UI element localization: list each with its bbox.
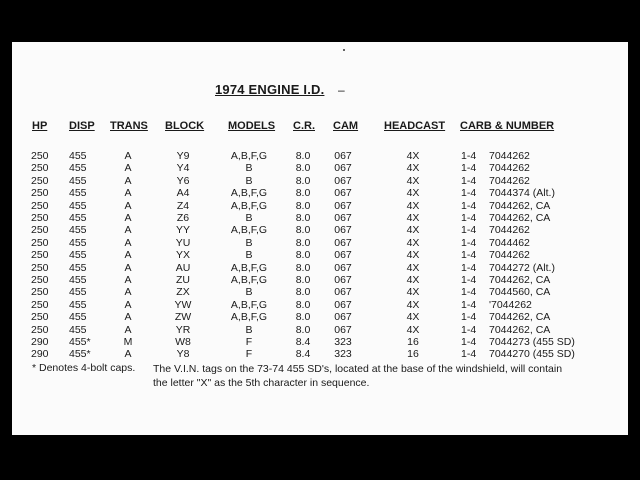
cell-carb2: 7044270 (455 SD) <box>489 348 575 361</box>
cell-trans: A <box>124 224 132 237</box>
cell-hp: 250 <box>31 274 49 286</box>
cell-models: A,B,F,G <box>230 150 268 162</box>
cell-headcast: 4X <box>406 212 420 224</box>
cell-hp: 250 <box>31 261 49 274</box>
cell-cr: 8.0 <box>295 274 311 286</box>
cell-cam: 067 <box>334 249 352 262</box>
cell-disp: 455 <box>69 162 87 175</box>
cell-headcast: 4X <box>406 174 420 187</box>
cell-hp: 250 <box>31 187 49 200</box>
cell-disp: 455 <box>69 174 87 187</box>
header-trans: TRANS <box>110 120 148 132</box>
cell-carb1: 1-4 <box>461 224 477 237</box>
cell-headcast: 16 <box>407 336 419 348</box>
cell-models: B <box>245 249 253 262</box>
cell-headcast: 4X <box>406 261 420 274</box>
cell-trans: A <box>124 162 132 175</box>
cell-cam: 067 <box>334 150 352 162</box>
cell-block: YY <box>175 224 191 237</box>
cell-cr: 8.0 <box>295 236 311 249</box>
cell-cam: 067 <box>334 286 352 299</box>
table-row <box>12 200 628 212</box>
cell-carb2: 7044262, CA <box>489 274 551 286</box>
cell-headcast: 4X <box>406 199 420 212</box>
table-row <box>12 224 628 236</box>
cell-carb1: 1-4 <box>461 212 477 224</box>
cell-models: A,B,F,G <box>230 199 268 212</box>
cell-cr: 8.0 <box>295 298 311 311</box>
cell-cr: 8.0 <box>295 261 311 274</box>
cell-carb1: 1-4 <box>461 199 477 212</box>
cell-hp: 290 <box>31 348 49 361</box>
cell-disp: 455 <box>69 323 87 336</box>
cell-disp: 455 <box>69 199 87 212</box>
header-block: BLOCK <box>165 120 205 132</box>
cell-block: AU <box>175 261 191 274</box>
cell-block: Y9 <box>176 150 190 162</box>
cell-carb1: 1-4 <box>461 187 477 200</box>
cell-cr: 8.0 <box>295 311 311 324</box>
document-title: 1974 ENGINE I.D. <box>215 82 325 97</box>
cell-trans: A <box>124 323 132 336</box>
table-row <box>12 162 628 174</box>
cell-trans: A <box>124 286 132 299</box>
cell-cam: 067 <box>334 323 352 336</box>
cell-cam: 323 <box>334 336 352 348</box>
cell-disp: 455 <box>69 187 87 200</box>
cell-cam: 323 <box>334 348 352 361</box>
cell-cam: 067 <box>334 261 352 274</box>
table-row <box>12 237 628 249</box>
cell-hp: 250 <box>31 286 49 299</box>
cell-trans: A <box>124 212 132 224</box>
footnote: * Denotes 4-bolt caps. <box>32 362 136 374</box>
cell-models: A,B,F,G <box>230 187 268 200</box>
cell-disp: 455 <box>69 212 87 224</box>
cell-carb2: 7044262 <box>489 249 530 262</box>
cell-hp: 250 <box>31 236 49 249</box>
dust-speck <box>343 49 345 51</box>
cell-disp: 455* <box>69 348 91 361</box>
header-models: MODELS <box>228 120 276 132</box>
cell-carb2: 7044262 <box>489 174 530 187</box>
table-row <box>12 212 628 224</box>
cell-hp: 250 <box>31 199 49 212</box>
cell-block: Z4 <box>176 199 190 212</box>
cell-carb1: 1-4 <box>461 348 477 361</box>
cell-block: Y6 <box>176 174 190 187</box>
cell-trans: A <box>124 187 132 200</box>
cell-trans: A <box>124 274 132 286</box>
table-row <box>12 324 628 336</box>
cell-carb2: 7044262, CA <box>489 323 551 336</box>
cell-hp: 250 <box>31 311 49 324</box>
cell-cr: 8.0 <box>295 249 311 262</box>
cell-headcast: 4X <box>406 323 420 336</box>
cell-block: W8 <box>175 336 191 348</box>
cell-cr: 8.0 <box>295 323 311 336</box>
cell-disp: 455 <box>69 274 87 286</box>
cell-models: A,B,F,G <box>230 311 268 324</box>
cell-cr: 8.0 <box>295 212 311 224</box>
cell-trans: A <box>124 298 132 311</box>
cell-disp: 455 <box>69 311 87 324</box>
cell-cam: 067 <box>334 199 352 212</box>
cell-headcast: 4X <box>406 286 420 299</box>
cell-carb1: 1-4 <box>461 261 477 274</box>
cell-cr: 8.0 <box>295 174 311 187</box>
cell-hp: 250 <box>31 298 49 311</box>
cell-headcast: 16 <box>407 348 419 361</box>
table-row <box>12 175 628 187</box>
cell-trans: A <box>124 249 132 262</box>
cell-carb2: 7044262, CA <box>489 311 551 324</box>
cell-carb1: 1-4 <box>461 174 477 187</box>
vin-note: The V.I.N. tags on the 73-74 455 SD's, located at the base of the windshield, will contain the letter "X" as the 5th character in sequence. <box>153 363 563 389</box>
cell-trans: A <box>124 174 132 187</box>
cell-block: ZX <box>176 286 190 299</box>
cell-carb1: 1-4 <box>461 311 477 324</box>
cell-block: YW <box>174 298 192 311</box>
cell-models: B <box>245 286 253 299</box>
table-row <box>12 299 628 311</box>
cell-cam: 067 <box>334 298 352 311</box>
cell-carb2: 7044262 <box>489 150 530 162</box>
cell-cam: 067 <box>334 224 352 237</box>
table-row <box>12 348 628 360</box>
cell-models: A,B,F,G <box>230 224 268 237</box>
header-disp: DISP <box>69 120 95 132</box>
cell-headcast: 4X <box>406 274 420 286</box>
cell-hp: 250 <box>31 150 49 162</box>
cell-carb2: 7044462 <box>489 236 530 249</box>
cell-carb1: 1-4 <box>461 236 477 249</box>
cell-hp: 250 <box>31 224 49 237</box>
cell-carb2: 7044374 (Alt.) <box>489 187 555 200</box>
cell-models: B <box>245 236 253 249</box>
cell-cam: 067 <box>334 236 352 249</box>
table-row <box>12 150 628 162</box>
cell-hp: 250 <box>31 174 49 187</box>
cell-trans: A <box>124 311 132 324</box>
cell-hp: 250 <box>31 162 49 175</box>
cell-models: A,B,F,G <box>230 298 268 311</box>
cell-cam: 067 <box>334 212 352 224</box>
table-row <box>12 187 628 199</box>
cell-block: YU <box>175 236 191 249</box>
cell-block: A4 <box>176 187 190 200</box>
cell-cr: 8.0 <box>295 150 311 162</box>
document-page <box>12 42 628 435</box>
cell-disp: 455 <box>69 286 87 299</box>
cell-block: YX <box>175 249 191 262</box>
cell-trans: A <box>124 150 132 162</box>
cell-models: F <box>245 348 253 361</box>
cell-hp: 250 <box>31 323 49 336</box>
cell-models: A,B,F,G <box>230 274 268 286</box>
cell-carb2: 7044272 (Alt.) <box>489 261 555 274</box>
cell-trans: A <box>124 199 132 212</box>
stray-dash-mark: – <box>338 83 345 97</box>
cell-cam: 067 <box>334 187 352 200</box>
cell-disp: 455 <box>69 224 87 237</box>
cell-trans: A <box>124 348 132 361</box>
cell-models: A,B,F,G <box>230 261 268 274</box>
cell-cam: 067 <box>334 162 352 175</box>
header-cam: CAM <box>333 120 359 132</box>
cell-headcast: 4X <box>406 162 420 175</box>
table-row <box>12 274 628 286</box>
cell-models: B <box>245 174 253 187</box>
cell-carb1: 1-4 <box>461 286 477 299</box>
cell-headcast: 4X <box>406 224 420 237</box>
cell-disp: 455 <box>69 298 87 311</box>
cell-disp: 455 <box>69 150 87 162</box>
cell-carb1: 1-4 <box>461 249 477 262</box>
cell-carb2: 7044262 <box>489 224 530 237</box>
table-row <box>12 249 628 261</box>
cell-disp: 455 <box>69 249 87 262</box>
cell-carb2: 7044262, CA <box>489 212 551 224</box>
cell-carb1: 1-4 <box>461 336 477 348</box>
header-carb: CARB & NUMBER <box>460 120 555 132</box>
cell-carb2: 7044262 <box>489 162 530 175</box>
cell-carb1: 1-4 <box>461 298 477 311</box>
cell-headcast: 4X <box>406 298 420 311</box>
cell-cr: 8.0 <box>295 199 311 212</box>
cell-trans: A <box>124 261 132 274</box>
cell-block: ZW <box>174 311 192 324</box>
cell-models: B <box>245 162 253 175</box>
cell-headcast: 4X <box>406 150 420 162</box>
cell-models: B <box>245 323 253 336</box>
cell-disp: 455 <box>69 236 87 249</box>
cell-hp: 250 <box>31 212 49 224</box>
cell-carb1: 1-4 <box>461 274 477 286</box>
cell-block: ZU <box>176 274 190 286</box>
table-row <box>12 286 628 298</box>
cell-cr: 8.0 <box>295 187 311 200</box>
cell-carb1: 1-4 <box>461 150 477 162</box>
header-hp: HP <box>32 120 48 132</box>
cell-carb2: 7044273 (455 SD) <box>489 336 575 348</box>
cell-hp: 250 <box>31 249 49 262</box>
cell-cr: 8.4 <box>295 348 311 361</box>
cell-carb2: '7044262 <box>489 298 532 311</box>
cell-models: F <box>245 336 253 348</box>
cell-cam: 067 <box>334 174 352 187</box>
cell-carb2: 7044560, CA <box>489 286 551 299</box>
cell-carb1: 1-4 <box>461 323 477 336</box>
cell-carb2: 7044262, CA <box>489 199 551 212</box>
cell-block: Y4 <box>176 162 190 175</box>
cell-cr: 8.0 <box>295 162 311 175</box>
cell-headcast: 4X <box>406 311 420 324</box>
table-row <box>12 336 628 348</box>
cell-cr: 8.0 <box>295 286 311 299</box>
cell-disp: 455 <box>69 261 87 274</box>
header-headcast: HEADCAST <box>384 120 446 132</box>
cell-hp: 290 <box>31 336 49 348</box>
table-row <box>12 262 628 274</box>
cell-carb1: 1-4 <box>461 162 477 175</box>
cell-cr: 8.4 <box>295 336 311 348</box>
cell-cam: 067 <box>334 274 352 286</box>
cell-headcast: 4X <box>406 249 420 262</box>
cell-cam: 067 <box>334 311 352 324</box>
cell-cr: 8.0 <box>295 224 311 237</box>
cell-block: Y8 <box>176 348 190 361</box>
cell-trans: M <box>123 336 133 348</box>
cell-block: YR <box>175 323 191 336</box>
table-row <box>12 311 628 323</box>
cell-headcast: 4X <box>406 187 420 200</box>
cell-headcast: 4X <box>406 236 420 249</box>
cell-trans: A <box>124 236 132 249</box>
cell-models: B <box>245 212 253 224</box>
cell-disp: 455* <box>69 336 91 348</box>
cell-block: Z6 <box>176 212 190 224</box>
header-cr: C.R. <box>293 120 315 132</box>
